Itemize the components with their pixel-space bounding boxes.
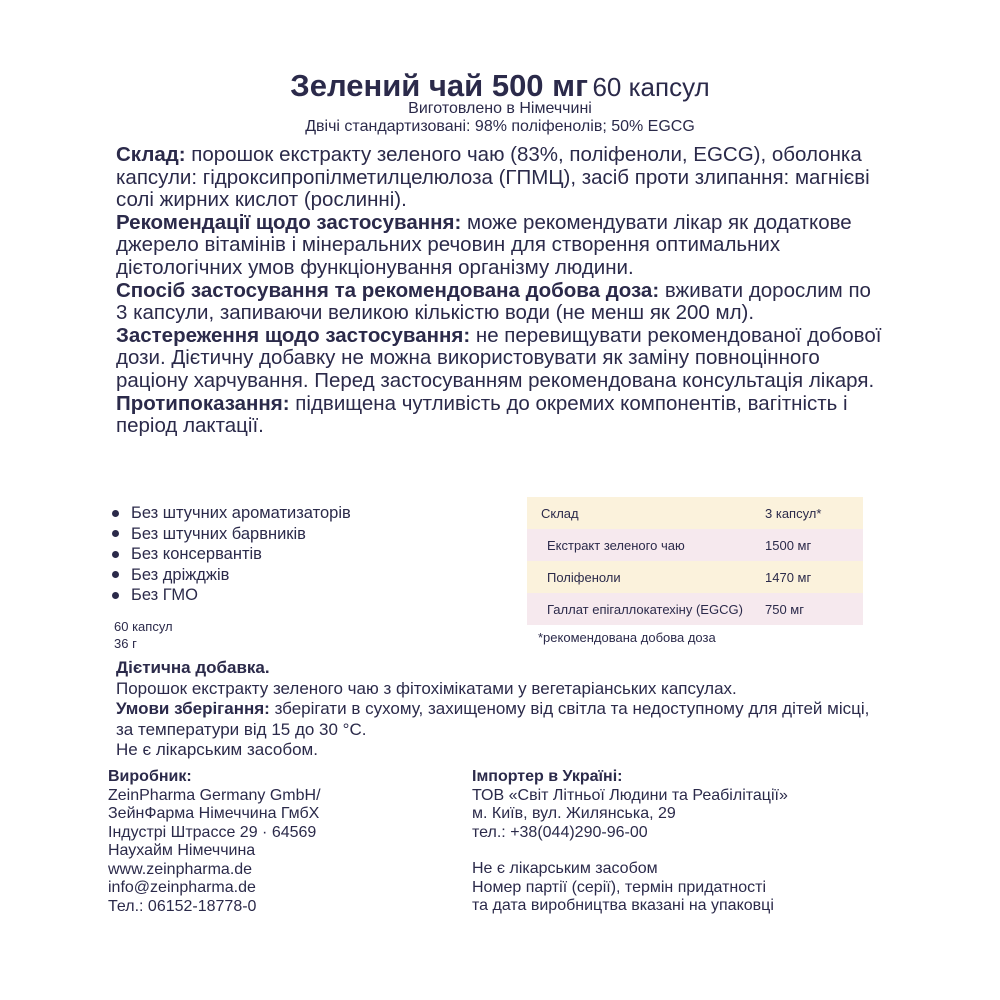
feature-label: Без штучних барвників bbox=[131, 524, 306, 543]
product-title: Зелений чай 500 мг bbox=[290, 68, 589, 103]
list-item bbox=[108, 544, 351, 565]
product-title-line bbox=[0, 68, 1000, 104]
feature-list bbox=[108, 503, 351, 606]
importer-line: м. Київ, вул. Жилянська, 29 bbox=[472, 805, 676, 822]
supplement-description: Порошок екстракту зеленого чаю з фітохімікатами у вегетаріанських капсулах. bbox=[116, 678, 737, 698]
contraindications-label: Протипоказання: bbox=[116, 391, 290, 415]
recommendations-label: Рекомендації щодо застосування: bbox=[116, 210, 462, 234]
table-footnote: *рекомендована добова доза bbox=[538, 630, 716, 645]
feature-label: Без дріжджів bbox=[131, 565, 230, 584]
table-header-name: Склад bbox=[541, 505, 579, 521]
importer-line: тел.: +38(044)290-96-00 bbox=[472, 823, 648, 841]
package-weight: 36 г bbox=[114, 636, 137, 651]
supplement-info bbox=[116, 658, 886, 761]
label-main-text bbox=[116, 144, 886, 438]
table-cell-name: Екстракт зеленого чаю bbox=[547, 537, 685, 553]
importer-note: Не є лікарським засобом bbox=[472, 860, 658, 877]
contraindications-text: підвищена чутливість до окремих компонентів, вагітність і період лактації. bbox=[116, 391, 848, 438]
bullet-icon bbox=[112, 571, 119, 578]
recommendations-paragraph bbox=[116, 212, 886, 280]
storage-text: зберігати в сухому, захищеному від світла та недоступному для дітей місці, за температури від 15 до 30 °С. bbox=[116, 699, 870, 739]
feature-label: Без консервантів bbox=[131, 545, 262, 563]
list-item bbox=[108, 585, 351, 606]
composition-label: Склад: bbox=[116, 143, 186, 166]
list-item bbox=[108, 503, 351, 524]
bullet-icon bbox=[112, 530, 119, 537]
importer-block bbox=[472, 768, 788, 916]
warnings-label: Застереження щодо застосування: bbox=[116, 323, 471, 347]
manufacturer-line: Наухайм Німеччина bbox=[108, 842, 256, 859]
made-in: Виготовлено в Німеччині bbox=[408, 100, 592, 117]
dosage-paragraph bbox=[116, 280, 886, 325]
importer-note: та дата виробництва вказані на упаковці bbox=[472, 897, 774, 914]
contraindications-paragraph bbox=[116, 393, 886, 438]
capsule-count: 60 капсул bbox=[592, 72, 710, 102]
not-drug-notice: Не є лікарським засобом. bbox=[116, 740, 318, 759]
warnings-paragraph bbox=[116, 325, 886, 393]
supplement-title: Дієтична добавка. bbox=[116, 658, 270, 677]
bullet-icon bbox=[112, 592, 119, 599]
standardization: Двічі стандартизовані: 98% поліфенолів; 50% EGCG bbox=[305, 118, 695, 135]
table-row bbox=[527, 529, 863, 561]
composition-paragraph bbox=[116, 144, 886, 212]
manufacturer-line: ЗейнФарма Німеччина ГмбХ bbox=[108, 805, 320, 822]
importer-line: ТОВ «Світ Літньої Людини та Реабілітації» bbox=[472, 786, 788, 804]
manufacturer-block bbox=[108, 768, 321, 916]
manufacturer-email: info@zeinpharma.de bbox=[108, 879, 256, 896]
dosage-text: вживати дорослим по 3 капсули, запиваючи великою кількістю води (не менш як 200 мл). bbox=[116, 278, 871, 325]
storage-paragraph bbox=[116, 699, 886, 740]
nutrition-table bbox=[527, 497, 863, 625]
composition-text: порошок екстракту зеленого чаю (83%, поліфеноли, EGCG), оболонка капсули: гідроксипропілметилцелюлоза (ГПМЦ), засіб проти злипання: магнієві солі жирних кислот (рослинні). bbox=[116, 143, 870, 212]
table-cell-value: 750 мг bbox=[765, 601, 804, 617]
importer-label: Імпортер в Україні: bbox=[472, 768, 623, 785]
dosage-label: Спосіб застосування та рекомендована добова доза: bbox=[116, 278, 660, 302]
bullet-icon bbox=[112, 510, 119, 517]
list-item bbox=[108, 565, 351, 586]
table-cell-name: Поліфеноли bbox=[547, 569, 621, 585]
table-cell-name: Галлат епігаллокатехіну (EGCG) bbox=[547, 601, 743, 617]
feature-label: Без ГМО bbox=[131, 586, 198, 604]
table-header-value: 3 капсул* bbox=[765, 505, 822, 521]
manufacturer-label: Виробник: bbox=[108, 768, 192, 785]
manufacturer-website: www.zeinpharma.de bbox=[108, 860, 253, 878]
warnings-text: не перевищувати рекомендованої добової дози. Дієтичну добавку не можна використовувати як заміну повноцінного раціону харчування. Перед застосуванням рекомендована консультація лікаря. bbox=[116, 323, 882, 392]
manufacturer-line: Індустрі Штрассе 29 · 64569 bbox=[108, 823, 317, 841]
storage-label: Умови зберігання: bbox=[116, 699, 270, 718]
table-row bbox=[527, 561, 863, 593]
feature-label: Без штучних ароматизаторів bbox=[131, 504, 351, 522]
table-row bbox=[527, 593, 863, 625]
package-info bbox=[114, 618, 173, 652]
manufacturer-line: ZeinPharma Germany GmbH/ bbox=[108, 786, 321, 804]
recommendations-text: може рекомендувати лікар як додаткове джерело вітамінів і мінеральних речовин для створення оптимальних дієтологічних умов функціонування організму людини. bbox=[116, 210, 852, 279]
manufacturer-phone: Тел.: 06152-18778-0 bbox=[108, 897, 257, 915]
table-cell-value: 1500 мг bbox=[765, 537, 812, 553]
importer-note: Номер партії (серії), термін придатності bbox=[472, 878, 767, 896]
spacer bbox=[472, 842, 788, 860]
table-cell-value: 1470 мг bbox=[765, 569, 812, 585]
bullet-icon bbox=[112, 551, 119, 558]
table-header-row bbox=[527, 497, 863, 529]
package-capsules: 60 капсул bbox=[114, 619, 173, 634]
list-item bbox=[108, 524, 351, 545]
